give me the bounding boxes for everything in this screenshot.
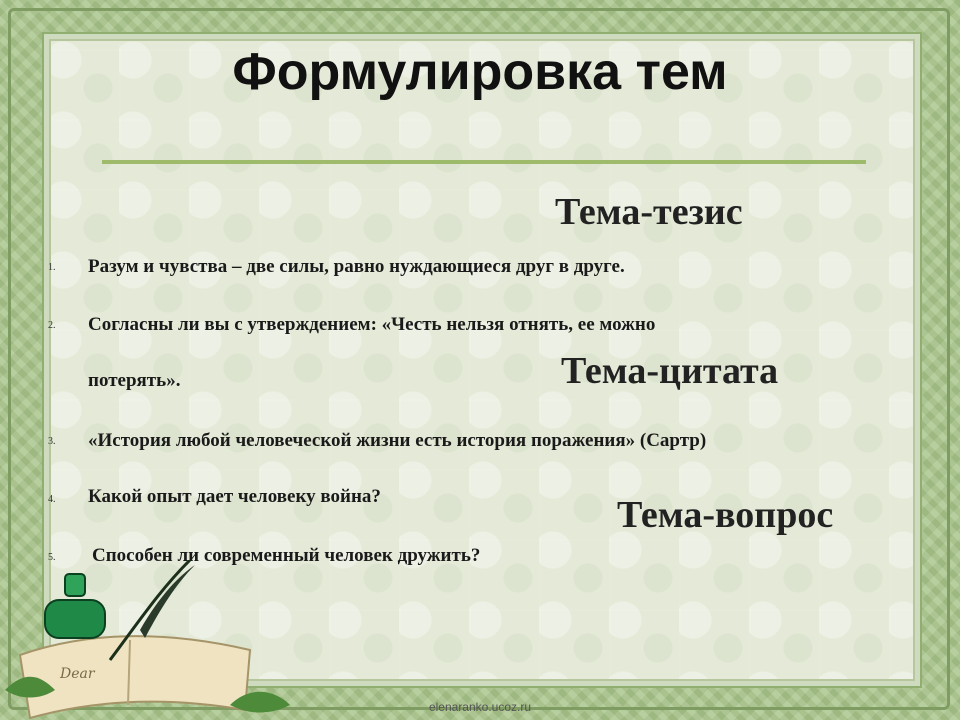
list-item: «История любой человеческой жизни есть история поражения» (Сартр)	[88, 430, 707, 451]
list-item-number: 3.	[48, 436, 56, 447]
slide-title: Формулировка тем	[232, 43, 728, 101]
list-item: Согласны ли вы с утверждением: «Честь нельзя отнять, ее можно	[88, 314, 656, 335]
list-item-number: 5.	[48, 552, 56, 563]
ink-and-quill-icon	[0, 560, 300, 720]
title-divider	[102, 160, 866, 164]
list-item: Какой опыт дает человеку война?	[88, 486, 381, 507]
list-item-number: 4.	[48, 494, 56, 505]
svg-text:Dear: Dear	[60, 666, 95, 682]
label-quote: Тема-цитата	[561, 350, 779, 392]
list-item-number: 2.	[48, 320, 56, 331]
label-question: Тема-вопрос	[617, 494, 834, 536]
label-thesis: Тема-тезис	[555, 191, 743, 233]
list-item-number: 1.	[48, 262, 56, 273]
list-item: Разум и чувства – две силы, равно нуждающиеся друг в друге.	[88, 256, 625, 277]
list-item: Способен ли современный человек дружить?	[92, 545, 481, 566]
list-item-continuation: потерять».	[88, 370, 181, 391]
source-watermark: elenaranko.ucoz.ru	[428, 700, 532, 714]
